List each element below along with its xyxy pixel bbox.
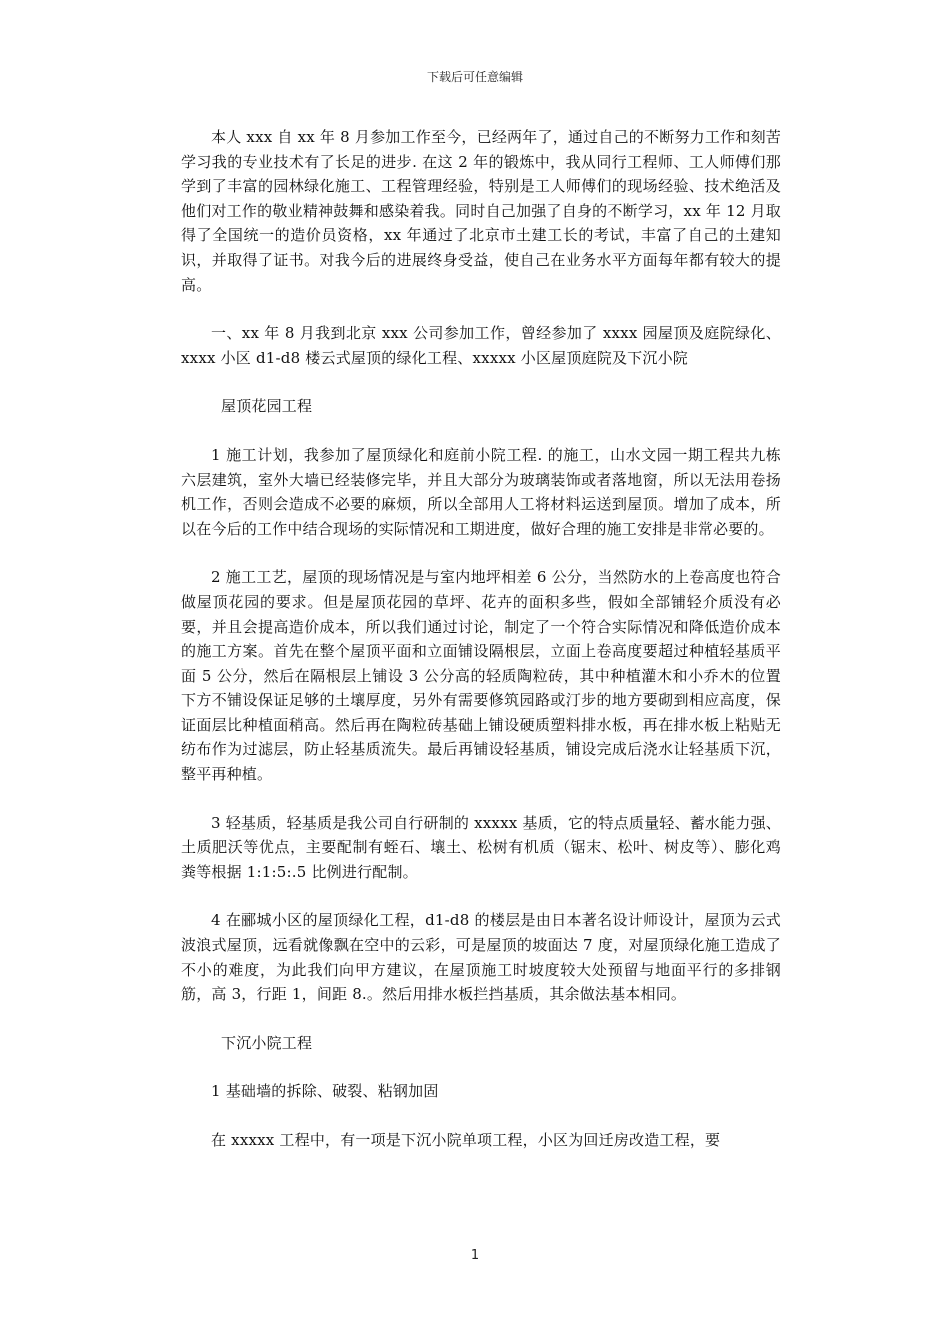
paragraph-item-3: 3 轻基质，轻基质是我公司自行研制的 xxxxx 基质，它的特点质量轻、蓄水能力强、土质肥沃等优点，主要配制有蛭石、壤土、松树有机质（锯末、松叶、树皮等）、膨化鸡粪等根据 1:1:5:.5 比例进行配制。 xyxy=(181,813,781,881)
subheading-foundation-wall: 1 基础墙的拆除、破裂、粘钢加固 xyxy=(211,1082,439,1101)
paragraph-item-1: 1 施工计划，我参加了屋顶绿化和庭前小院工程. 的施工，山水文园一期工程共九栋六层建筑，室外大墙已经装修完毕，并且大部分为玻璃装饰或者落地窗，所以无法用卷扬机工作，否则会造成不必要的麻烦，所以全部用人工将材料运送到屋顶。增加了成本，所以在今后的工作中结合现场的实际情况和工期进度，做好合理的施工安排是非常必要的。 xyxy=(181,445,781,538)
paragraph-item-2: 2 施工工艺，屋顶的现场情况是与室内地坪相差 6 公分，当然防水的上卷高度也符合做屋顶花园的要求。但是屋顶花园的草坪、花卉的面积多些，假如全部铺轻介质没有必要，并且会提高造价成本，所以我们通过讨论，制定了一个符合实际情况和降低造价成本的施工方案。首先在整个屋顶平面和立面铺设隔根层，立面上卷高度要超过种植轻基质平面 5 公分，然后在隔根层上铺设 3 公分高的轻质陶粒砖，其中种植灌木和小乔木的位置下方不铺设保证足够的土壤厚度，另外有需要修筑园路或汀步的地方要砌到相应高度，保证面层比种植面稍高。然后再在陶粒砖基础上铺设硬质塑料排水板，再在排水板上粘贴无纺布作为过滤层，防止轻基质流失。最后再铺设轻基质，铺设完成后浇水让轻基质下沉，整平再种植。 xyxy=(181,568,781,784)
paragraph-item-4: 4 在郦城小区的屋顶绿化工程，d1-d8 的楼层是由日本著名设计师设计，屋顶为云式波浪式屋顶，远看就像飘在空中的云彩，可是屋顶的坡面达 7 度，对屋顶绿化施工造成了不小的难度，为此我们向甲方建议，在屋顶施工时坡度较大处预留与地面平行的多排钢筋，高 3，行距 1，间距 8.。然后用排水板拦挡基质，其余做法基本相同。 xyxy=(181,911,781,1004)
heading-sunken-courtyard: 下沉小院工程 xyxy=(221,1033,313,1052)
page-header: 下载后可任意编辑 xyxy=(426,70,523,84)
heading-roof-garden: 屋顶花园工程 xyxy=(221,397,313,416)
page-number: 1 xyxy=(470,1248,480,1263)
paragraph-section-1: 一、xx 年 8 月我到北京 xxx 公司参加工作，曾经参加了 xxxx 园屋顶及庭院绿化、xxxx 小区 d1-d8 楼云式屋顶的绿化工程、xxxxx 小区屋顶庭院及下沉小院 xyxy=(181,324,781,367)
document-body xyxy=(181,125,781,1153)
paragraph-intro: 本人 xxx 自 xx 年 8 月参加工作至今，已经两年了，通过自己的不断努力工作和刻苦学习我的专业技术有了长足的进步. 在这 2 年的锻炼中，我从同行工程师、工人师傅们那学到了丰富的园林绿化施工、工程管理经验，特别是工人师傅们的现场经验、技术绝活及他们对工作的敬业精神鼓舞和感染着我。同时自己加强了自身的不断学习，xx 年 12 月取得了全国统一的造价员资格，xx 年通过了北京市土建工长的考试，丰富了自己的土建知识，并取得了证书。对我今后的进展终身受益，使自己在业务水平方面每年都有较大的提高。 xyxy=(181,128,781,294)
paragraph-sunken-intro: 在 xxxxx 工程中，有一项是下沉小院单项工程，小区为回迁房改造工程，要 xyxy=(211,1131,721,1149)
